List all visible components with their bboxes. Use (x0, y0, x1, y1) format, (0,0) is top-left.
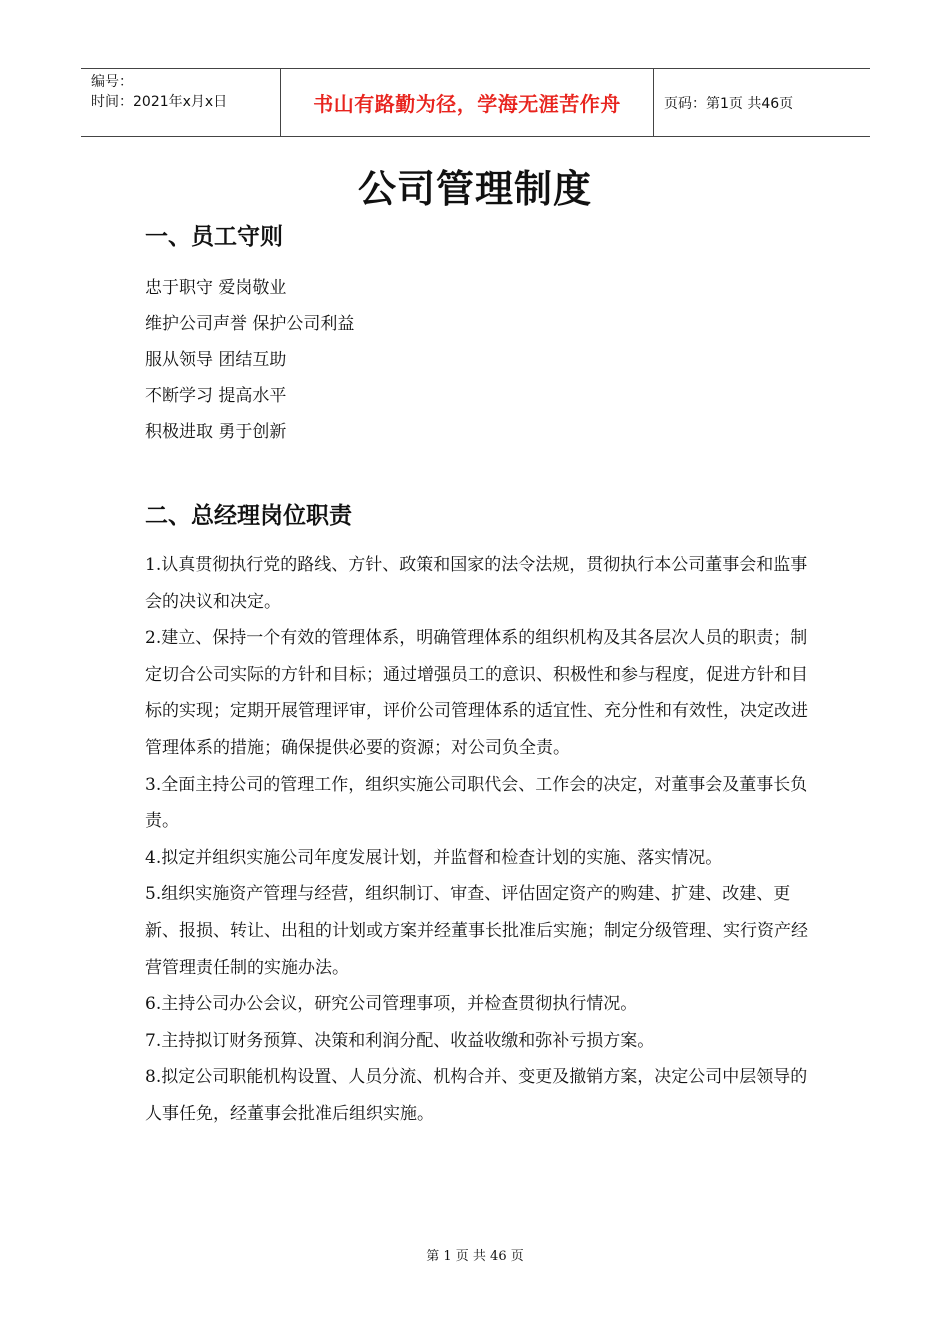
page-header (81, 68, 870, 137)
document-number: 编号： (91, 74, 133, 90)
header-meta (81, 69, 281, 136)
list-item: 3.全面主持公司的管理工作，组织实施公司职代会、工作会的决定，对董事会及董事长负责。 (145, 774, 808, 832)
gm-duties-list (145, 547, 810, 1133)
header-page-cell (654, 69, 870, 136)
list-item: 维护公司声誉 保护公司利益 (145, 314, 355, 334)
list-item: 8.拟定公司职能机构设置、人员分流、机构合并、变更及撤销方案，决定公司中层领导的人事任免，经董事会批准后组织实施。 (145, 1067, 808, 1124)
list-item: 积极进取 勇于创新 (145, 422, 287, 442)
header-motto-cell (281, 69, 654, 136)
section-heading-gm-duties: 二、总经理岗位职责 (145, 503, 352, 529)
list-item: 不断学习 提高水平 (145, 386, 287, 406)
list-item: 2.建立、保持一个有效的管理体系，明确管理体系的组织机构及其各层次人员的职责；制定切合公司实际的方针和目标；通过增强员工的意识、积极性和参与程度，促进方针和目标的实现；定期开展管理评审，评价公司管理体系的适宜性、充分性和有效性，决定改进管理体系的措施；确保提供必要的资源；对公司负全责。 (145, 628, 808, 758)
section-heading-employee-rules: 一、员工守则 (145, 224, 283, 250)
header-page-number: 页码：第1页 共46页 (664, 95, 794, 112)
header-motto: 书山有路勤为径，学海无涯苦作舟 (313, 92, 621, 116)
list-item: 7.主持拟订财务预算、决策和利润分配、收益收缴和弥补亏损方案。 (145, 1030, 655, 1051)
document-title: 公司管理制度 (357, 167, 592, 211)
list-item: 忠于职守 爱岗敬业 (145, 278, 287, 298)
list-item: 6.主持公司办公会议，研究公司管理事项，并检查贯彻执行情况。 (145, 994, 638, 1015)
page-footer: 第 1 页 共 46 页 (426, 1249, 524, 1264)
document-date: 时间：2021年x月x日 (91, 94, 228, 110)
list-item: 1.认真贯彻执行党的路线、方针、政策和国家的法令法规，贯彻执行本公司董事会和监事会的决议和决定。 (145, 555, 808, 612)
list-item: 4.拟定并组织实施公司年度发展计划，并监督和检查计划的实施、落实情况。 (145, 847, 723, 868)
list-item: 5.组织实施资产管理与经营，组织制订、审查、评估固定资产的购建、扩建、改建、更新、报损、转让、出租的计划或方案并经董事长批准后实施；制定分级管理、实行资产经营管理责任制的实施办法。 (145, 884, 808, 978)
list-item: 服从领导 团结互助 (145, 350, 287, 370)
employee-rules-list (145, 270, 354, 450)
